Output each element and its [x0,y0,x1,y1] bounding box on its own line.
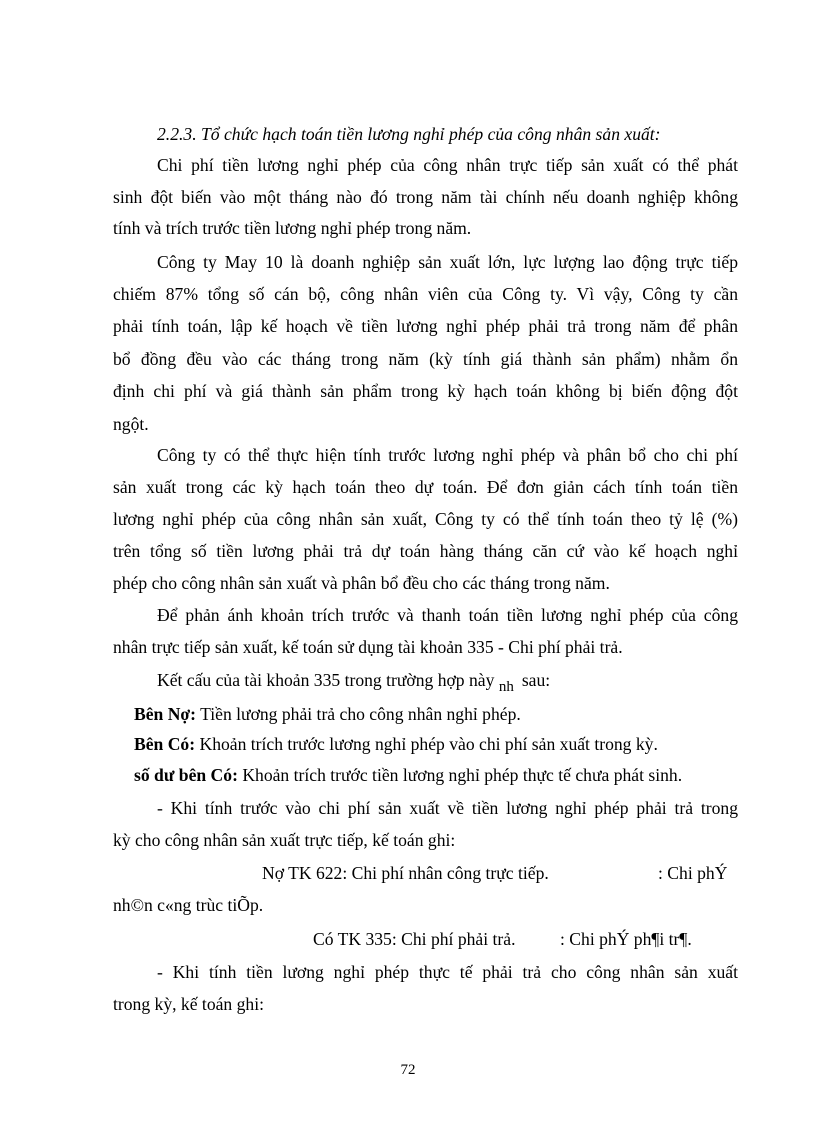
entry1-cont: nh©n c«ng trùc tiÕp. [113,895,264,915]
credit-text: Khoản trích trước lương nghỉ phép vào chi phí sản xuất trong kỳ. [195,734,658,754]
section-heading: 2.2.3. Tổ chức hạch toán tiền lương nghỉ phép của công nhân sản xuất: [157,124,661,144]
para1-line1: Chi phí tiền lương nghỉ phép của công nhân trực tiếp sản xuất có thể phát [157,155,738,175]
balance-label: số dư bên Có: [134,765,238,785]
para3-line1: Công ty có thể thực hiện tính trước lương nghỉ phép và phân bổ cho chi phí [157,445,738,465]
page-number: 72 [400,1062,416,1078]
entry1-garbled: : Chi phÝ [658,863,728,883]
para2-line1: Công ty May 10 là doanh nghiệp sản xuất lớn, lực lượng lao động trực tiếp [157,252,738,272]
para3-line5: phép cho công nhân sản xuất và phân bổ đều cho các tháng trong năm. [113,573,610,593]
para2-line5: định chi phí và giá thành sản phẩm trong kỳ hạch toán không bị biến động đột [113,381,738,401]
para2-line4: bổ đồng đều vào các tháng trong năm (kỳ tính giá thành sản phẩm) nhằm ổn [113,349,738,369]
para5-small: nh [498,679,514,695]
debit-line [134,703,521,725]
balance-line [134,764,682,786]
entry2-main: Có TK 335: Chi phí phải trả. [313,929,516,949]
para3-line2: sản xuất trong các kỳ hạch toán theo dự toán. Để đơn giản cách tính toán tiền [113,477,738,497]
para2-line2: chiếm 87% tổng số cán bộ, công nhân viên của Công ty. Vì vậy, Công ty cần [113,284,738,304]
para5-after: sau: [521,670,551,690]
para6-line2: kỳ cho công nhân sản xuất trực tiếp, kế toán ghi: [113,830,456,850]
credit-label: Bên Có: [134,734,196,754]
para7-line2: trong kỳ, kế toán ghi: [113,994,264,1014]
para4-line2: nhân trực tiếp sản xuất, kế toán sử dụng tài khoản 335 - Chi phí phải trả. [113,637,623,657]
para6-line1: - Khi tính trước vào chi phí sản xuất về tiền lương nghỉ phép phải trả trong [157,798,738,818]
para7-line1: - Khi tính tiền lương nghỉ phép thực tế phải trả cho công nhân sản xuất [157,962,738,982]
balance-text: Khoản trích trước tiền lương nghỉ phép thực tế chưa phát sinh. [237,765,683,785]
para2-line3: phải tính toán, lập kế hoạch về tiền lương nghỉ phép phải trả trong năm để phân [113,316,738,336]
entry1-main: Nợ TK 622: Chi phí nhân công trực tiếp. [262,863,549,883]
para5-before: Kết cấu của tài khoản 335 trong trường hợp này [157,670,499,690]
para1-line2: sinh đột biến vào một tháng nào đó trong năm tài chính nếu doanh nghiệp không [113,187,738,207]
para3-line3: lương nghỉ phép của công nhân sản xuất, Công ty có thể tính toán theo tỷ lệ (%) [113,509,738,529]
debit-label: Bên Nợ: [134,704,197,724]
credit-line [134,733,658,755]
debit-text: Tiền lương phải trả cho công nhân nghỉ phép. [196,704,521,724]
para5-line [157,669,550,693]
para3-line4: trên tổng số tiền lương phải trả dự toán hàng tháng căn cứ vào kế hoạch nghỉ [113,541,738,561]
para1-line3: tính và trích trước tiền lương nghỉ phép trong năm. [113,218,472,238]
entry2-garbled: : Chi phÝ ph¶i tr¶. [560,929,692,949]
para2-line6: ngột. [113,414,149,434]
para4-line1: Để phản ánh khoản trích trước và thanh toán tiền lương nghỉ phép của công [157,605,738,625]
